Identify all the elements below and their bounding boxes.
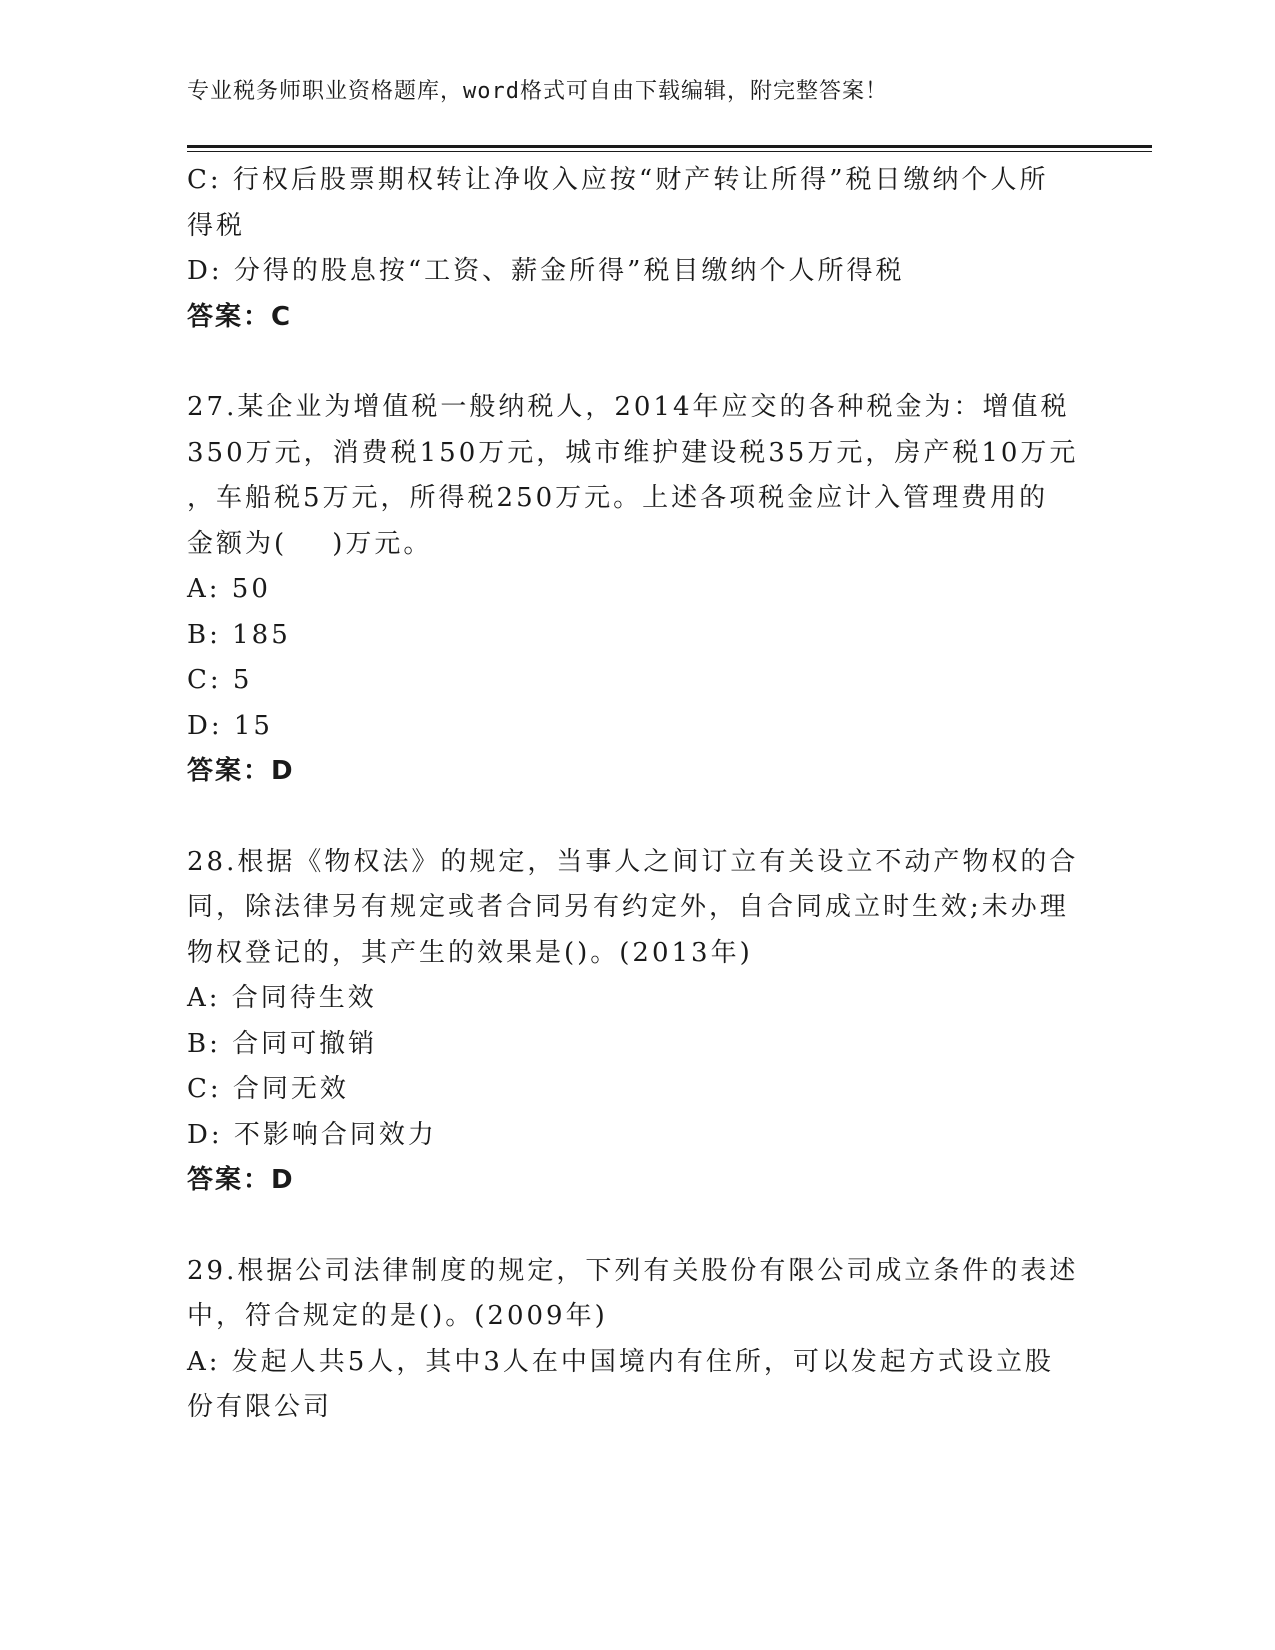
q28-answer: 答案：D	[187, 1165, 295, 1195]
q27-option-b: B: 185	[187, 619, 291, 650]
q29-stem-line1: 29.根据公司法律制度的规定，下列有关股份有限公司成立条件的表述	[187, 1255, 1079, 1286]
question-29	[187, 1249, 1092, 1431]
q28-stem-line2: 同，除法律另有规定或者合同另有约定外，自合同成立时生效;未办理	[187, 892, 1069, 922]
q26-option-c-line1: C: 行权后股票期权转让净收入应按“财产转让所得”税日缴纳个人所	[187, 165, 1049, 195]
q28-option-d: D: 不影响合同效力	[187, 1119, 437, 1150]
q27-stem-line4: 金额为( )万元。	[187, 528, 433, 559]
q29-stem-line2: 中，符合规定的是()。(2009年)	[187, 1301, 608, 1331]
q28-option-b: B: 合同可撤销	[187, 1028, 378, 1059]
question-27	[187, 385, 1092, 795]
q26-option-d: D: 分得的股息按“工资、薪金所得”税目缴纳个人所得税	[187, 256, 905, 286]
q27-stem-line2: 350万元，消费税150万元，城市维护建设税35万元，房产税10万元	[187, 437, 1079, 468]
question-28	[187, 840, 1092, 1204]
q27-option-c: C: 5	[187, 665, 253, 695]
question-spacer	[187, 1204, 1092, 1249]
q28-option-a: A: 合同待生效	[187, 983, 377, 1013]
header-rule-thick	[187, 145, 1152, 148]
q26-option-c-line2: 得税	[187, 210, 246, 241]
q27-option-d: D: 15	[187, 710, 273, 741]
q28-option-c: C: 合同无效	[187, 1074, 349, 1104]
q27-answer: 答案：D	[187, 756, 295, 786]
q28-stem-line3: 物权登记的，其产生的效果是()。(2013年)	[187, 937, 753, 968]
question-spacer	[187, 340, 1092, 385]
page-header: 专业税务师职业资格题库，word格式可自由下载编辑，附完整答案！	[187, 79, 888, 104]
q27-stem-line3: ，车船税5万元，所得税250万元。上述各项税金应计入管理费用的	[187, 483, 1049, 513]
q27-option-a: A: 50	[187, 574, 271, 604]
q28-stem-line1: 28.根据《物权法》的规定，当事人之间订立有关设立不动产物权的合	[187, 846, 1079, 877]
question-spacer	[187, 795, 1092, 840]
q26-answer: 答案：C	[187, 301, 293, 332]
header-rule-thin	[187, 151, 1152, 152]
q29-option-a-line1: A: 发起人共5人，其中3人在中国境内有住所，可以发起方式设立股	[187, 1346, 1054, 1377]
q29-option-a-line2: 份有限公司	[187, 1392, 333, 1422]
question-26	[187, 158, 1092, 340]
q27-stem-line1: 27.某企业为增值税一般纳税人，2014年应交的各种税金为：增值税	[187, 392, 1070, 422]
document-body	[187, 158, 1092, 1431]
